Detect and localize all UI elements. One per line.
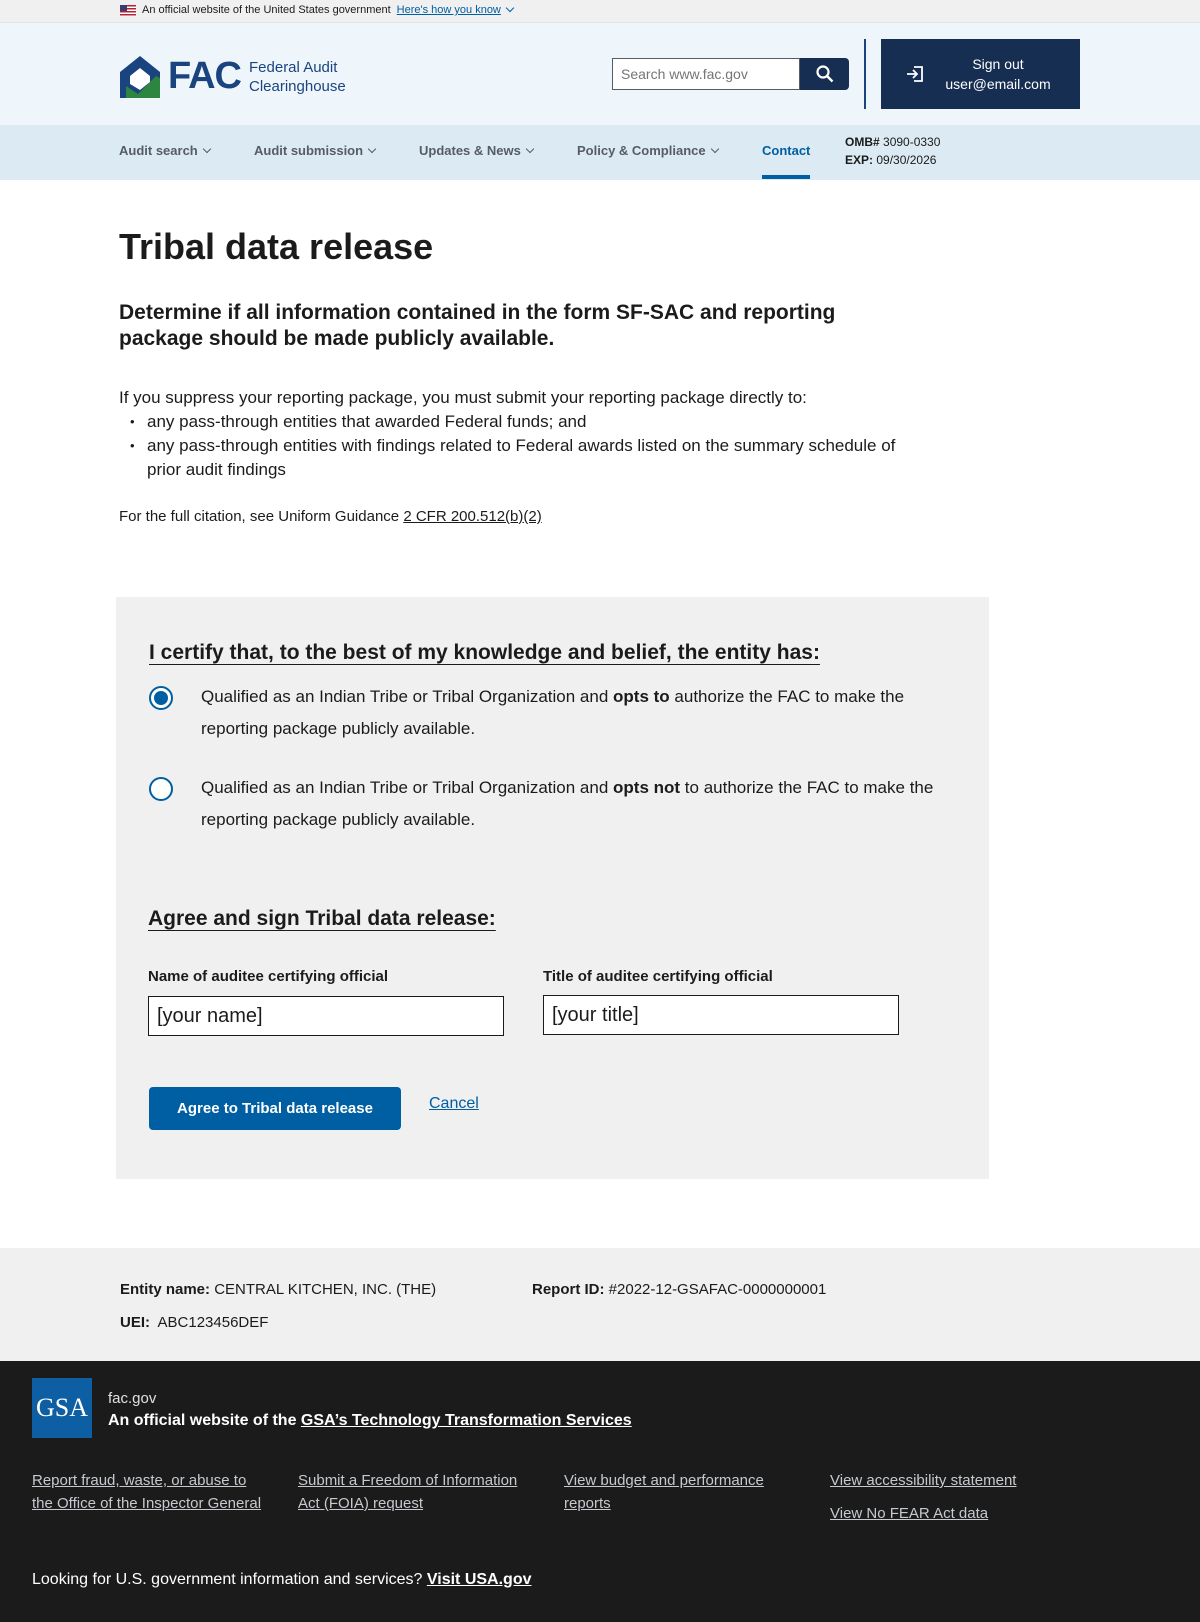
site-footer xyxy=(0,1361,1200,1622)
site-header xyxy=(0,23,1200,125)
nav-audit-search[interactable] xyxy=(119,143,210,158)
usa-gov-promo xyxy=(32,1571,532,1589)
list-item: • any pass-through entities that awarded Federal funds; and xyxy=(147,410,909,434)
exp-label: EXP: xyxy=(845,153,874,167)
uei-label: UEI: xyxy=(120,1314,150,1331)
logo-subtitle xyxy=(249,58,346,96)
primary-nav xyxy=(0,125,1200,180)
nav-contact-label: Contact xyxy=(762,143,811,158)
nav-audit-search-label: Audit search xyxy=(119,143,198,158)
page-title: Tribal data release xyxy=(119,226,434,267)
radio-option-label xyxy=(201,681,949,745)
exp-value: 09/30/2026 xyxy=(876,153,937,167)
omb-label: OMB# xyxy=(845,135,880,149)
gov-banner-text: An official website of the United States government xyxy=(142,4,391,16)
omb-info xyxy=(845,133,940,169)
sign-out-button[interactable] xyxy=(881,39,1080,109)
gsa-logo[interactable]: GSA xyxy=(32,1378,92,1438)
us-flag-icon xyxy=(120,5,136,16)
fac-logo[interactable] xyxy=(120,55,346,98)
radio-button-checked[interactable] xyxy=(149,686,173,710)
option-emphasis: opts not xyxy=(613,778,681,797)
no-fear-link[interactable]: View No FEAR Act data xyxy=(830,1505,989,1522)
nav-updates-news[interactable] xyxy=(419,143,533,158)
intro-paragraph: If you suppress your reporting package, you must submit your reporting package directly to: xyxy=(119,388,807,407)
radio-option-label xyxy=(201,772,949,836)
user-email: user@email.com xyxy=(945,76,1051,92)
uei-value: ABC123456DEF xyxy=(157,1314,269,1331)
report-id-value: #2022-12-GSAFAC-0000000001 xyxy=(608,1281,827,1298)
search-input[interactable] xyxy=(612,58,800,90)
page-lead: Determine if all information contained in the form SF-SAC and reporting package should be made publicly available. xyxy=(119,301,836,350)
header-divider xyxy=(864,39,866,109)
option-emphasis: opts to xyxy=(613,687,670,706)
name-field[interactable] xyxy=(148,996,504,1036)
intro-list xyxy=(119,410,909,482)
report-id-label: Report ID: xyxy=(532,1281,605,1298)
option-text: authorize the FAC to make the reporting package publicly available. xyxy=(201,687,905,738)
entity-name-value: CENTRAL KITCHEN, INC. (THE) xyxy=(214,1281,437,1298)
sign-heading: Agree and sign Tribal data release: xyxy=(148,907,496,930)
usa-gov-link[interactable]: Visit USA.gov xyxy=(426,1571,532,1588)
heres-how-you-know-label: Here's how you know xyxy=(396,4,501,16)
logo-text: FAC xyxy=(168,55,241,97)
entity-name xyxy=(120,1281,436,1298)
radio-option-opts-not[interactable] xyxy=(149,772,949,836)
foia-link[interactable]: Submit a Freedom of Information Act (FOIA) request xyxy=(298,1472,518,1512)
certify-heading: I certify that, to the best of my knowledge and belief, the entity has: xyxy=(149,641,820,664)
title-field-label: Title of auditee certifying official xyxy=(543,968,773,985)
option-text: to authorize the FAC to make the reporting package publicly available. xyxy=(201,778,934,829)
heres-how-you-know-link[interactable] xyxy=(397,4,513,16)
accessibility-link[interactable]: View accessibility statement xyxy=(830,1472,1017,1489)
tts-link[interactable]: GSA’s Technology Transformation Services xyxy=(300,1412,632,1429)
citation-text: For the full citation, see Uniform Guidance xyxy=(119,508,400,525)
sign-out-text xyxy=(926,54,1080,94)
logo-subtitle-line1: Federal Audit xyxy=(249,58,338,76)
omb-value: 3090-0330 xyxy=(883,135,941,149)
report-id xyxy=(532,1281,826,1298)
logo-subtitle-line2: Clearinghouse xyxy=(249,77,346,95)
chevron-down-icon xyxy=(203,144,211,152)
title-field[interactable] xyxy=(543,995,899,1035)
footer-official-text: An official website of the xyxy=(108,1412,297,1429)
entity-name-label: Entity name: xyxy=(120,1281,211,1298)
chevron-down-icon xyxy=(368,144,376,152)
option-text: Qualified as an Indian Tribe or Tribal Organization and xyxy=(201,778,614,797)
sign-out-label: Sign out xyxy=(972,56,1024,72)
usa-gov-text: Looking for U.S. government information and services? xyxy=(32,1571,423,1588)
search-button[interactable] xyxy=(800,58,849,90)
footer-official xyxy=(108,1412,632,1430)
chevron-down-icon xyxy=(526,144,534,152)
name-field-label: Name of auditee certifying official xyxy=(148,968,389,985)
list-item: • any pass-through entities with findings related to Federal awards listed on the summary schedule of prior audit findings xyxy=(147,434,909,482)
gov-banner xyxy=(0,0,1200,23)
intro-text xyxy=(119,386,909,482)
audit-summary xyxy=(0,1248,1200,1361)
citation xyxy=(119,508,542,525)
chevron-down-icon xyxy=(710,144,718,152)
citation-link[interactable]: 2 CFR 200.512(b)(2) xyxy=(403,508,542,525)
cancel-link[interactable]: Cancel xyxy=(429,1095,479,1112)
option-text: Qualified as an Indian Tribe or Tribal Organization and xyxy=(201,687,614,706)
fac-logo-icon xyxy=(120,56,160,98)
oig-link[interactable]: Report fraud, waste, or abuse to the Office of the Inspector General xyxy=(32,1472,262,1512)
site-search xyxy=(612,58,849,90)
nav-contact[interactable] xyxy=(762,143,810,158)
nav-audit-submission[interactable] xyxy=(254,143,375,158)
footer-domain: fac.gov xyxy=(108,1390,157,1407)
tribal-release-form xyxy=(116,597,989,1179)
radio-button[interactable] xyxy=(149,777,173,801)
nav-policy-compliance-label: Policy & Compliance xyxy=(577,143,706,158)
radio-option-opts-to[interactable] xyxy=(149,681,949,745)
search-icon xyxy=(816,65,834,83)
agree-button[interactable]: Agree to Tribal data release xyxy=(149,1087,401,1130)
nav-updates-news-label: Updates & News xyxy=(419,143,521,158)
login-icon xyxy=(904,63,926,85)
nav-policy-compliance[interactable] xyxy=(577,143,718,158)
uei xyxy=(120,1314,268,1331)
budget-link[interactable]: View budget and performance reports xyxy=(564,1472,764,1512)
nav-audit-submission-label: Audit submission xyxy=(254,143,364,158)
chevron-down-icon xyxy=(506,4,514,12)
